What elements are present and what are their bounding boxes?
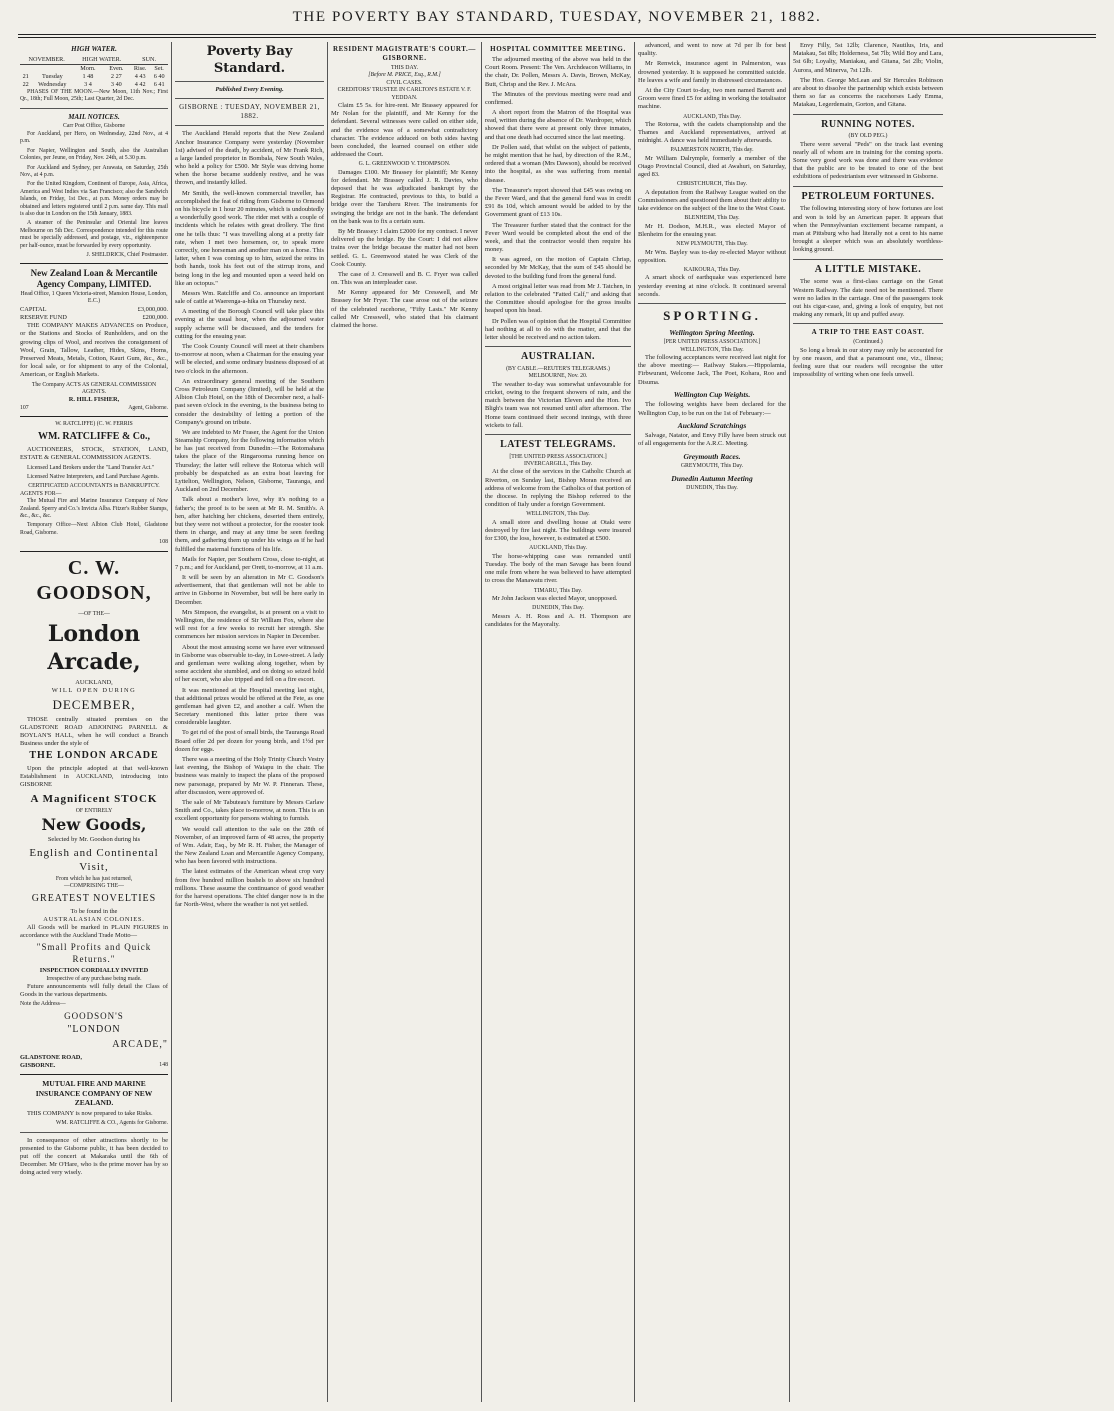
- nzlm-agent-name: R. HILL FISHER,: [68, 396, 120, 404]
- news-para: The Cook County Council will meet at their chambers to-morrow at noon, when a Chairman for the ensuing year will be elected, and some ordinary business disposed of at two o'clock in the afternoon.: [175, 343, 324, 375]
- column-4: [483, 42, 633, 1402]
- news-para: A meeting of the Borough Council will take place this evening at the usual hour, when the adjourned water supply scheme will be discussed, and the tenders for cutting for the ensuing year.: [175, 308, 324, 340]
- tide-sub: Morn.: [80, 64, 96, 72]
- goodson-open: WILL OPEN DURING: [51, 686, 137, 694]
- telegram-body: Mr H. Dodson, M.H.R., was elected Mayor of Blenheim for the ensuing year.: [638, 222, 786, 238]
- goodson-addr1: GOODSON'S: [64, 1010, 124, 1021]
- mail-para: For the United Kingdom, Continent of Europe, Asia, Africa, America and West Indies via San Francisco; also the Sandwich Islands, on Friday, 1st Dec., at p.m. Money orders may be obtained and letters registered until 2 p.m. same day. This mail is also due in London on the 15th January, 1883.: [20, 181, 168, 217]
- goodson-comprising: —COMPRISING THE—: [64, 883, 124, 890]
- ratcliffe-names: W. RATCLIFFE) (C. W. FERRIS: [55, 420, 133, 427]
- scratchings-title: Auckland Scratchings: [677, 420, 747, 430]
- temp-office: Temporary Office—Next Albion Club Hotel, Gladstone Road, Gisborne.: [20, 522, 168, 536]
- latest-body: At the close of the services in the Catholic Church at Riverton, on Sunday last, Bishop Moran received an address of welcome from the Catholics of that portion of the diocese. In replying the Bishop referred to the condition of Italy under a foreign Government.: [485, 468, 631, 509]
- divider: [638, 303, 786, 304]
- tide-sub: Set.: [154, 64, 164, 72]
- tide-sub: Even.: [109, 64, 124, 72]
- column-rule: [327, 42, 328, 1402]
- goodson-body1: THOSE centrally situated premises on the GLADSTONE ROAD ADJOINING PARNELL & BOYLAN'S HALL, when he will conduct a Branch Business under the style of: [20, 715, 168, 748]
- divider: [175, 125, 324, 126]
- goodson-found: To be found in the: [70, 907, 118, 915]
- tide-cell: 3 40: [110, 80, 122, 88]
- latest-dateline: INVERCARGILL, This Day.: [523, 461, 593, 468]
- goodson-month: DECEMBER,: [52, 696, 136, 712]
- mail-para: For Auckland and Sydney, per Arawata, on Saturday, 25th Nov., at 4 p.m.: [20, 164, 168, 178]
- sport-para: The Hon. George McLean and Sir Hercules Robinson are about to dissolve the partnership which exists between them so far as concerns the racehorses Lady Emma, Matakau, Legerdemain, Gorton, and Gitana.: [793, 76, 943, 109]
- paper-title: Poverty Bay Standard.: [206, 44, 293, 76]
- divider: [20, 1132, 168, 1133]
- greymouth-dateline: GREYMOUTH, This Day.: [680, 463, 744, 470]
- hospital-para: The Minutes of the previous meeting were read and confirmed.: [485, 90, 631, 106]
- cup-weights-body: The following weights have been declared for the Wellington Cup, to be run on the 1st of February:—: [638, 401, 786, 417]
- moon-phases: PHASES OF THE MOON.—New Moon, 11th Nov.; First Qr., 18th; Full Moon, 25th; Last Quarter, 2d Dec.: [20, 88, 168, 103]
- case-body: Mr Kenny appeared for Mr Cresswell, and Mr Brassey for Mr Fryer. The case arose out of the seizure of the celebrated racehorse, "Fifty Lasts." Mr Kenny called Mr Cresswell, who stated that his claimant claimed the horse.: [331, 289, 478, 330]
- news-para: Talk about a mother's love, why it's nothing to a father's; the proof is to be seen at Mr R. M. Smith's. A hen, after hatching her chickens, deserted them entirely, but they were not without a protector, for the rooster took them in charge, and may at any time be seen feeding them, and gathering them up under his wings as if he had fulfilled the maternal functions of his life.: [175, 496, 324, 553]
- goodson-visit: English and Continental Visit,: [29, 846, 159, 873]
- hospital-para: The Treasurer further stated that the contract for the Fever Ward would be completed about the end of the week, and that the contractor would then require his money.: [485, 221, 631, 254]
- case-body: Damages £100. Mr Brassey for plaintiff; Mr Kenny for defendant. Mr Brassey called J. R. Davies, who deposed that he was adjudicated bankrupt by the Registrar. He contracted, previous to this, to build a bridge over the Taruheru River. The instruments for swinging the bridge are not in the bank. The defendant on the bank was to fix a certain sum.: [331, 168, 478, 225]
- hospital-para: It was agreed, on the motion of Captain Chrisp, seconded by Mr McKay, that the sum of £45 should be devoted to the building fund from the general fund.: [485, 256, 631, 280]
- hospital-para: The Treasurer's report showed that £45 was owing on the Fever Ward, and that the general fund was in credit £91 8s 10d, which amount would be added to by the Government grant of £13 10s.: [485, 186, 631, 219]
- news-para: We are indebted to Mr Fraser, the Agent for the Union Steamship Company, for the following information which he has just received from Dunedin:—The Rotomahana takes the place of the Ringarooma running hence on Thursday; the latter will relieve the Rotorua which will probably be despatched as an extra boat leaving for Lyttelton, Wellington, Nelson, Gisborne, Tauranga, and Auckland on 2nd December.: [175, 428, 324, 494]
- goodson-invite: INSPECTION CORDIALLY INVITED: [39, 967, 149, 975]
- telegram-dateline: CHRISTCHURCH, This Day.: [676, 181, 748, 188]
- telegram-body: Messrs A. H. Ross and A. H. Thompson are candidates for the Mayoralty.: [485, 612, 631, 628]
- divider: [485, 346, 631, 347]
- tide-cell: 3 4: [84, 80, 92, 88]
- latest-title: LATEST TELEGRAMS.: [500, 438, 616, 450]
- goodson-addr2: "LONDON: [67, 1024, 121, 1036]
- divider: [20, 416, 168, 417]
- news-para: It was mentioned at the Hospital meeting last night, that additional prizes would be offered at the Fete, as one gentleman had given £2, and another a calf. When the Secretary mentioned this latter prize there was considerable laughter.: [175, 686, 324, 727]
- published-line: Published Every Evening.: [215, 86, 284, 94]
- news-para: There was a meeting of the Holy Trinity Church Vestry last evening, the Bishop of Waiapu in the chair. The business was mainly to inspect the plans of the proposed new parsonage, prepared by Mr W. P. Finneran. These, after discussion, were approved of.: [175, 756, 324, 796]
- tide-cell: 4 42: [134, 80, 146, 88]
- news-para: The sale of Mr Tabuteau's furniture by Messrs Carlaw Smith and Co., takes place to-morrow, at noon. This is an excellent opportunity for persons wishing to furnish.: [175, 798, 324, 823]
- nzlm-sign-row: [20, 405, 168, 412]
- nzlm-num: 107: [20, 404, 29, 411]
- sporting-title: SPORTING.: [663, 307, 761, 323]
- nzlm-agents: The Company ACTS AS GENERAL COMMISSION AGENTS.: [31, 381, 157, 395]
- telegram-body: The Rotorua, with the cadets championship and the Thames and Auckland representatives, arrived at midnight. A dance was held immediately afterwards.: [638, 120, 786, 145]
- hospital-para: A most original letter was read from Mr J. Tatchen, in relation to the celebrated "Fatted Calf," and asking that the Committee should apologise for the gross insults heaped upon his head.: [485, 282, 631, 315]
- australian-body: The weather to-day was somewhat unfavourable for cricket, owing to the frequent showers of rain, and the match between the Victorian Eleven and the Hon. Ivo Bligh's team was not resumed until after afternoon. The Home team continued their second innings, with three wickets to fall.: [485, 380, 631, 429]
- news-para: Mr Smith, the well-known commercial traveller, has accomplished the feat of riding from Gisborne to Ormond on his bicycle in 1 hour 20 minutes, which is undoubtedly a wonderfully good work. The rider met with a couple of incidents which he relates with great drollery. The first one he tells thus: "I was travelling along at a pretty fair rate, when I met two horsemen, or, to speak more correctly, one horseman and another man on a horse. This latter, when I was coming up to him, seized the reins in both hands, took his feet out of the stirrup irons, and being long in the leg and mounted upon a weed held on like an octopus.": [175, 189, 324, 287]
- case-body: By Mr Brassey: I claim £2000 for my contract. I never delivered up the bridge. By the Court: I did not allow trains over the bridge because the matter had not been settled. G. L. Greenwood stated he was Clerk of the Cook County.: [331, 227, 478, 268]
- tide-cell: 21: [22, 72, 29, 80]
- goodson-addr4: GLADSTONE ROAD,: [20, 1053, 83, 1061]
- mutual-title: MUTUAL FIRE AND MARINE INSURANCE COMPANY OF NEW ZEALAND.: [35, 1079, 153, 1108]
- telegram-dateline: KAIKOURA, This Day.: [683, 266, 741, 273]
- hospital-para: Dr Pollen said, that whilst on the subject of patients, he might mention that he had, by direction of the R.M., ordered that a woman (Mrs Dawson), should be received into the hospital, as she was suffering from mental disease.: [485, 143, 631, 184]
- goodson-motto: "Small Profits and Quick Returns.": [36, 942, 152, 964]
- telegram-body: advanced, and went to now at 7d per lb for best quality.: [638, 42, 786, 58]
- goodson-plain: All Goods will be marked in PLAIN FIGURES in accordance with the Auckland Trade Motto—: [20, 923, 168, 940]
- running-notes-title: RUNNING NOTES.: [821, 118, 915, 130]
- column-2: [173, 42, 326, 1402]
- tide-table: [20, 56, 168, 89]
- telegram-dateline: NEW PLYMOUTH, This Day.: [676, 241, 748, 248]
- goodson-body2: Upon the principle adopted at that well-known Establishment in AUCKLAND, introducing into GISBORNE: [20, 765, 168, 789]
- telegram-body: A smart shock of earthquake was experienced here yesterday evening at nine o'clock. It continued several seconds.: [638, 274, 786, 298]
- news-para: It will be seen by an alteration in Mr C. Goodson's advertisement, that that gentleman will not be able to arrive in Gisborne in November, but will be here early in December.: [175, 574, 324, 606]
- scratchings-body: Salvage, Natator, and Envy Filly have been struck out of all engagements for the A.R.C. Meeting.: [638, 432, 786, 448]
- nzlm-body: THE COMPANY MAKES ADVANCES on Produce, or the Stations and Stocks of Runholders, and on the growing clips of Wool, and receives the consignment of Wool, Grain, Tallow, Leather, Hides, Skins, Horns, Preserved Meats, Metals, Cotton, Kauri Gum, &c., &c., for local sale, or for shipment to any of the Colonial, American, or English Markets.: [20, 322, 168, 379]
- capital-value: £3,000,000.: [137, 305, 168, 313]
- goodson-future: Future announcements will fully detail the Class of Goods in the various departments.: [20, 982, 168, 999]
- tide-sub: [31, 64, 73, 72]
- nzlm-office: Head Office, 1 Queen Victoria-street, Mansion House, London, E.C.): [20, 291, 168, 305]
- column-5: [636, 42, 788, 1402]
- dunedin-autumn-dateline: DUNEDIN, This Day.: [686, 485, 738, 492]
- goodson-city: AUCKLAND,: [75, 678, 113, 686]
- column-6: [791, 42, 945, 1402]
- australian-title: AUSTRALIAN.: [520, 351, 596, 363]
- ratcliffe-line: Licensed Land Brokers under the "Land Transfer Act.": [27, 464, 155, 471]
- divider: [20, 551, 168, 552]
- goodson-stock: A Magnificent STOCK: [30, 792, 158, 805]
- agents-for-title: AGENTS FOR—: [20, 490, 62, 497]
- telegram-dateline: DUNEDIN, This Day.: [532, 605, 584, 612]
- mail-notices-title: MAIL NOTICES.: [68, 112, 120, 121]
- divider: [793, 114, 943, 115]
- telegram-body: A small store and dwelling house at Otaki were destroyed by fire last night. The buildings were insured for £300, the loss, however, is estimated at £500.: [485, 518, 631, 543]
- news-para: The Auckland Herald reports that the New Zealand Anchor Insurance Company were yesterday (November 1st) advised of the death, by accident, of Mr Frank Rich, a large landed proprietor in Bombala, New South Wales, who held a policy for £500. Mr Style was driving home when the horse became suddenly restive, and he was thrown, and instantly killed.: [175, 130, 324, 187]
- goodson-addr-row: [20, 1062, 168, 1070]
- tide-header: NOVEMBER.: [20, 56, 73, 64]
- mistake-body: The scene was a first-class carriage on the Great Western Railway. The date need not be mentioned. There were no ladies in the carriage. One of the passengers took out his cigar-case, and, giving a look of enquiry, but not making any remark, lit up and puffed away.: [793, 278, 943, 319]
- hospital-para: Dr Pollen was of opinion that the Hospital Committee had nothing at all to do with the matter, and that the letter should be received and no action taken.: [485, 317, 631, 341]
- postmaster: J. SHELDRICK, Chief Postmaster.: [86, 251, 168, 258]
- ratcliffe-line: CERTIFICATED ACCOUNTANTS in BANKRUPTCY.: [28, 483, 160, 490]
- goodson-new: New Goods,: [41, 815, 147, 835]
- news-para: The latest estimates of the American wheat crop vary from five hundred million bushels to above six hundred millions. These assume the continuance of good weather for the harvest operations. The chief danger now is in the far North-West, where the weather is not yet settled.: [175, 868, 324, 909]
- mail-para: A steamer of the Peninsular and Oriental line leaves Melbourne on 5th Dec. Correspondence intended for this route must be specially addressed, and postage, viz., eighteenpence per half-ounce, must be forwarded by every opportunity.: [20, 220, 168, 249]
- telegram-dateline: TIMARU, This Day.: [533, 587, 583, 594]
- column-rule: [171, 42, 172, 1402]
- goodson-colonies: AUSTRALASIAN COLONIES.: [43, 915, 145, 923]
- mutual-sig: WM. RATCLIFFE & CO., Agents for Gisborne.: [55, 1120, 168, 1127]
- telegram-body: The horse-whipping case was remanded until Tuesday. The body of the man Savage has been found one mile from where he was believed to have attempted to cross the Manawatu river.: [485, 552, 631, 585]
- goodson-entirely: OF ENTIRELY: [75, 807, 113, 814]
- divider: [20, 1074, 168, 1075]
- column-rule: [634, 42, 635, 1402]
- news-para: Messrs Wm. Ratcliffe and Co. announce an important sale of cattle at Waerenga-a-hika on Thursday next.: [175, 289, 324, 306]
- agents-for: The Mutual Fire and Marine Insurance Company of New Zealand. Sperry and Co.'s Invicta Alba. Fitzer's Rubber Stamps, &c., &c., &c.: [20, 498, 168, 519]
- telegram-body: Mr John Jackson was elected Mayor, unopposed.: [492, 594, 618, 602]
- tide-cell: 22: [22, 80, 29, 88]
- goodson-addr5: GISBORNE.: [20, 1061, 56, 1069]
- court-day: THIS DAY.: [390, 64, 419, 71]
- hospital-para: The adjourned meeting of the above was held in the Court Room. Present: The Ven. Archdeacon Williams, in the chair, Dr. Pollen, Messrs A. Davis, Brown, McKay, Butt, Chrisp and the Rev. J. McAra.: [485, 55, 631, 88]
- running-notes-sub: (BY OLD PEG.): [848, 133, 888, 140]
- capital-label: CAPITAL: [20, 305, 47, 313]
- reserve-label: RESERVE FUND: [20, 314, 67, 322]
- ratcliffe-line: Licensed Native Interpreters, and Land Purchase Agents.: [27, 473, 159, 480]
- latest-sub: [THE UNITED PRESS ASSOCIATION.]: [509, 453, 607, 460]
- case-body: The case of J. Cresswell and B. C. Fryer was called on. This was an interpleader case.: [331, 270, 478, 287]
- mail-para: For Napier, Wellington and South, also the Australian Colonies, per Jeune, on Friday, Nov. 24th, at 5.30 p.m.: [20, 147, 168, 162]
- telegram-dateline: WELLINGTON, This Day.: [526, 511, 590, 518]
- news-para: Mrs Simpson, the evangelist, is at present on a visit to Wellington, the residence of Sir William Fox, where she will rest for a few weeks to recruit her strength. She commences her mission services in Napier in December.: [175, 608, 324, 641]
- divider: [175, 81, 324, 82]
- petroleum-title: PETROLEUM FORTUNES.: [801, 190, 935, 202]
- tide-header: HIGH WATER.: [73, 56, 130, 64]
- spring-meeting-title: Wellington Spring Meeting.: [669, 327, 755, 337]
- tide-row: [20, 81, 168, 89]
- mail-office: Carr Post Office, Gisborne: [62, 123, 126, 130]
- tide-header: SUN.: [130, 56, 168, 64]
- column-rule: [789, 42, 790, 1402]
- goodson-irrespective: Irrespective of any purchase being made.: [46, 975, 142, 982]
- petroleum-body: The following interesting story of how fortunes are lost and won is told by an American paper. It appears that when the Pennsylvanian excitement became rampant, a man at Pittsburg who had literally not a cent to his name brought a sleeper which was an absolutely worthless-looking ground.: [793, 205, 943, 254]
- telegram-dateline: AUCKLAND, This Day.: [683, 113, 741, 120]
- ratcliffe-firm: WM. RATCLIFFE & Co.,: [37, 431, 151, 443]
- goodson-num: 148: [159, 1061, 168, 1068]
- masthead-rule: [18, 34, 1096, 35]
- editorial-dateline: GISBORNE : TUESDAY, NOVEMBER 21, 1882.: [179, 103, 320, 121]
- temp-num: 108: [159, 539, 168, 546]
- australian-sub: (BY CABLE.—REUTER'S TELEGRAMS.): [506, 365, 610, 372]
- tide-cell: Wednesday: [38, 80, 67, 88]
- high-water-title: HIGH WATER.: [71, 45, 117, 53]
- telegram-dateline: AUCKLAND, This Day.: [529, 545, 587, 552]
- tide-cell: 6 40: [153, 72, 165, 80]
- divider: [20, 108, 168, 109]
- news-para: About the most amusing scene we have ever witnessed in Gisborne was observable to-day, in Lowe-street. A lady and gentleman were walking along together, when by some accident she stumbled, and on doing so seized hold of her escort, who also tripped and fell on a fire escort.: [175, 643, 324, 684]
- tide-cell: 2 27: [110, 72, 122, 80]
- telegram-dateline: BLENHEIM, This Day.: [684, 215, 740, 222]
- tide-sub: [20, 64, 31, 72]
- trip-sub: (Continued.): [853, 339, 883, 346]
- running-notes-body: There were several "Peds" on the track last evening nearly all of whom are in training for the coming sports. Some very good work was done and there was evidence that the public are to be treated to one of the best exhibitions of pedestrianism ever witnessed in Gisborne.: [793, 140, 943, 181]
- masthead: THE POVERTY BAY STANDARD, TUESDAY, NOVEMBER 21, 1882.: [292, 9, 822, 25]
- tide-cell: Tuesday: [41, 72, 63, 80]
- news-para: Mails for Napier, per Southern Cross, close to-night, at 7 p.m.; and for Auckland, per Orett, to-morrow, at 11 a.m.: [175, 555, 324, 571]
- goodson-from: From which he has just returned,: [55, 875, 133, 882]
- goodson-arcade: London Arcade,: [47, 621, 141, 676]
- tide-cell: 1 48: [82, 72, 94, 80]
- nzlm-title: New Zealand Loan & Mercantile Agency Company, LIMITED.: [30, 268, 158, 289]
- hospital-para: A short report from the Matron of the Hospital was read, written during the absence of Dr. Wardroper, which showed that there were at present only three inmates, and that one death had occurred since the last meeting.: [485, 109, 631, 141]
- goodson-selected: Selected by Mr. Goodson during his: [47, 835, 141, 843]
- reserve-row: [20, 314, 168, 322]
- goodson-greatest: GREATEST NOVELTIES: [31, 892, 157, 904]
- capital-row: [20, 306, 168, 314]
- case-title: CREDITORS' TRUSTEE IN CARLTON'S ESTATE V. F. YEDDAN.: [337, 87, 472, 101]
- civil-cases: CIVIL CASES.: [386, 79, 423, 86]
- case-title: G. L. GREENWOOD V. THOMPSON.: [358, 161, 451, 168]
- divider: [793, 323, 943, 324]
- telegram-body: A deputation from the Railway League waited on the Commissioners and questioned them about their ability to take evidence on the subject of the line to the West Coast.: [638, 188, 786, 213]
- tide-cell: 6 41: [153, 80, 165, 88]
- goodson-of: —OF THE—: [78, 610, 110, 617]
- column-3: [329, 42, 480, 1402]
- goodson-name: C. W. GOODSON,: [36, 556, 152, 605]
- spring-sub: [PER UNITED PRESS ASSOCIATION.]: [663, 339, 761, 346]
- trip-body: So long a break in our story may only be accounted for by one reason, and that a paramount one, viz., illness; feeling sure that our readers will recognise the utter impossibility of writing when one feels unwell.: [793, 346, 943, 379]
- tide-cell: 4 43: [134, 72, 146, 80]
- australian-dateline: MELBOURNE, Nov. 20.: [528, 373, 588, 380]
- divider: [20, 263, 168, 264]
- column-1: [18, 42, 170, 1402]
- case-body: Claim £5 5s. for hire-rent. Mr Brassey appeared for Mr Nolan for the plaintiff, and Mr Kenny for the defendant. Several witnesses were called on either side, and the evidence was of a somewhat contradictory character. The evidence adduced on both sides having been concluded, the learned counsel on either side addressed the Court.: [331, 101, 478, 159]
- ratcliffe-desc: AUCTIONEERS, STOCK, STATION, LAND, ESTATE & GENERAL COMMISSION AGENTS.: [20, 446, 168, 462]
- court-title: RESIDENT MAGISTRATE'S COURT.—GISBORNE.: [333, 45, 476, 62]
- divider: [793, 186, 943, 187]
- cup-weights-title: Wellington Cup Weights.: [673, 389, 751, 399]
- telegram-body: Mr William Dalrymple, formerly a member of the Otago Provincial Council, died at Awahuri, on Saturday, aged 83.: [638, 154, 786, 179]
- divider: [793, 259, 943, 260]
- tide-sub: Rise.: [133, 64, 147, 72]
- column-rule: [481, 42, 482, 1402]
- spring-body: The following acceptances were received last night for the above meeting:— Railway Stakes.—Hippolamia, Firbwurant, Welcome Jack, The Poet, Kohara, Roo and Disuma.: [638, 353, 786, 386]
- divider: [485, 434, 631, 435]
- concert-note: In consequence of other attractions shortly to be presented to the Gisborne public, it has been decided to put off the concert at Makaraka until the 6th of December. Mr O'Hare, who is the prime mover has by so doing acted very wisely.: [20, 1136, 168, 1177]
- telegram-body: At the City Court to-day, two men named Barrett and Groom were fined £5 for aiding in working the totalisator machine.: [638, 86, 786, 111]
- news-para: An extraordinary general meeting of the Southern Cross Petroleum Company (limited), will be held at the Albion Club Hotel, on the 18th of December next, a half-past seven o'clock in the evening, is the business being to consider the desirability of letting a portion of the Company's ground on tribute.: [175, 377, 324, 426]
- dunedin-autumn-title: Dunedin Autumn Meeting: [671, 473, 753, 483]
- spring-dateline: WELLINGTON, This Day.: [680, 346, 744, 353]
- nzlm-agent-role: Agent, Gisborne.: [128, 404, 168, 411]
- reserve-value: £200,000.: [142, 314, 168, 322]
- goodson-style: THE LONDON ARCADE: [29, 750, 159, 762]
- goodson-note: Note the Address—: [20, 1001, 66, 1008]
- divider: [175, 98, 324, 99]
- mistake-title: A LITTLE MISTAKE.: [814, 263, 922, 275]
- hospital-title: HOSPITAL COMMITTEE MEETING.: [490, 45, 626, 53]
- news-para: To get rid of the post of small birds, the Tauranga Road Board offer 2d per dozen for young birds, and 1½d per dozen for eggs.: [175, 729, 324, 753]
- mail-para: For Auckland, per Hero, on Wednesday, 22nd Nov., at 4 p.m.: [20, 130, 168, 145]
- sport-para: Envy Filly, 5st 12lb; Clarence, Nautilus, Iris, and Matakau, 5st 8lb; Holderness, 5st 7lb; Wild Boy and Lara, 5st 6lb; Loyalty, Maniakau, and Gitana, 5st 2lb; Violin, Aurora, and Minerva, 7st 12lb.: [793, 42, 943, 74]
- news-para: We would call attention to the sale on the 28th of November, of an improved farm of 48 acres, the property of Wm. Adair, Esq., by Mr R. H. Fisher, the Manager of the New Zealand Loan and Mercantile Agency Company, who has been favored with instructions.: [175, 825, 324, 866]
- masthead-rule-thin: [18, 37, 1096, 38]
- greymouth-title: Greymouth Races.: [683, 451, 741, 461]
- court-before: [Before M. PRICE, Esq., R.M.]: [368, 72, 441, 79]
- tide-row: [20, 73, 168, 81]
- mutual-body: THIS COMPANY is now prepared to take Risks.: [27, 1109, 153, 1117]
- telegram-dateline: PALMERSTON NORTH, This day.: [670, 147, 754, 154]
- trip-title: A TRIP TO THE EAST COAST.: [811, 328, 925, 337]
- telegram-body: Mr Wm. Bayley was to-day re-elected Mayor without opposition.: [638, 248, 786, 264]
- telegram-body: Mr Renwick, insurance agent in Palmerston, was drowned yesterday. It is supposed he committed suicide. He leaves a wife and family in distressed circumstances.: [638, 60, 786, 84]
- goodson-addr3: ARCADE,": [112, 1039, 168, 1050]
